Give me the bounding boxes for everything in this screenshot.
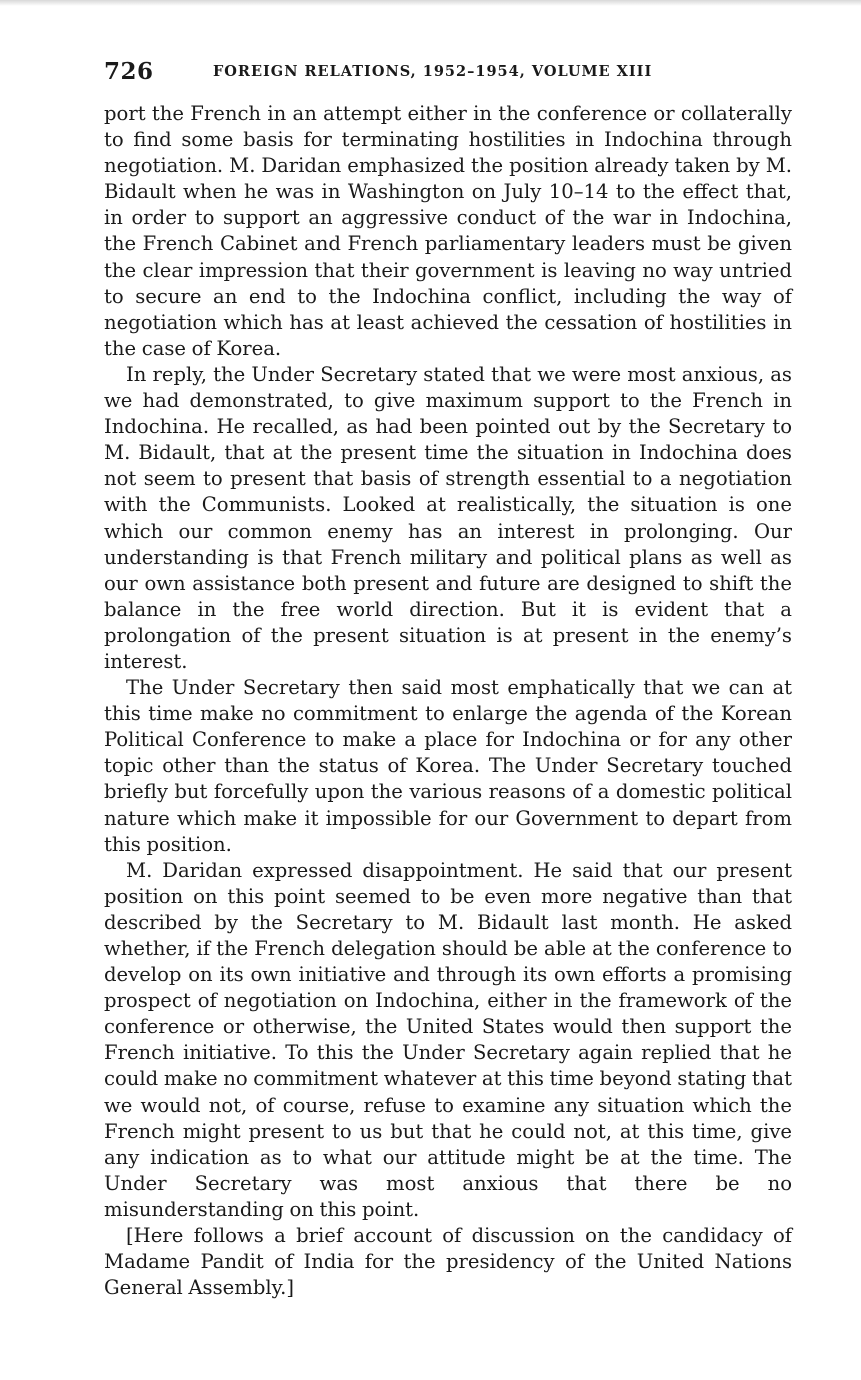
paragraph-3: The Under Secretary then said most emphatically that we can at this time make no commitment to enlarge the agenda of the Korean Political Conference to make a place for Indochina or for any other topic other than the status of Korea. The Under Secretary touched briefly but forcefully upon the various reasons of a domestic political nature which make it impossible for our Government to depart from this position. bbox=[104, 676, 792, 856]
running-head bbox=[104, 58, 794, 86]
paragraph-2: In reply, the Under Secretary stated that we were most anxious, as we had demonstrated, to give maximum support to the French in Indochina. He recalled, as had been pointed out by the Secretary to M. Bidault, that at the present time the situation in Indochina does not seem to present that basis of strength essential to a negotiation with the Communists. Looked at realistically, the situation is one which our common enemy has an interest in prolonging. Our understanding is that French military and political plans as well as our own assistance both present and future are designed to shift the balance in the free world direction. But it is evident that a prolongation of the present situation is at present in the enemy’s interest. bbox=[104, 362, 792, 673]
page-top-edge bbox=[0, 0, 861, 6]
paragraph-5: [Here follows a brief account of discussion on the candidacy of Madame Pandit of India for the presidency of the United Nations General Assembly.] bbox=[104, 1224, 792, 1300]
paragraph-1: port the French in an attempt either in the conference or collaterally to find some basis for terminating hostilities in Indochina through negotiation. M. Daridan emphasized the position already taken by M. Bidault when he was in Washington on July 10–14 to the effect that, in order to support an aggressive conduct of the war in Indochina, the French Cabinet and French parliamentary leaders must be given the clear impression that their government is leaving no way untried to secure an end to the Indochina conflict, including the way of negotiation which has at least achieved the cessation of hostilities in the case of Korea. bbox=[104, 102, 792, 360]
page-number: 726 bbox=[104, 58, 154, 85]
paragraph-4: M. Daridan expressed disappointment. He said that our present position on this point seemed to be even more negative than that described by the Secretary to M. Bidault last month. He asked whether, if the French delegation should be able at the conference to develop on its own initiative and through its own efforts a promising prospect of negotiation on Indochina, either in the framework of the conference or otherwise, the United States would then support the French initiative. To this the Under Secretary again replied that he could make no commitment whatever at this time beyond stating that we would not, of course, refuse to examine any situation which the French might present to us but that he could not, at this time, give any indication as to what our attitude might be at the time. The Under Secretary was most anxious that there be no misunderstanding on this point. bbox=[104, 858, 792, 1221]
body-text bbox=[104, 101, 792, 1301]
running-title: FOREIGN RELATIONS, 1952–1954, VOLUME XIII bbox=[213, 63, 653, 80]
